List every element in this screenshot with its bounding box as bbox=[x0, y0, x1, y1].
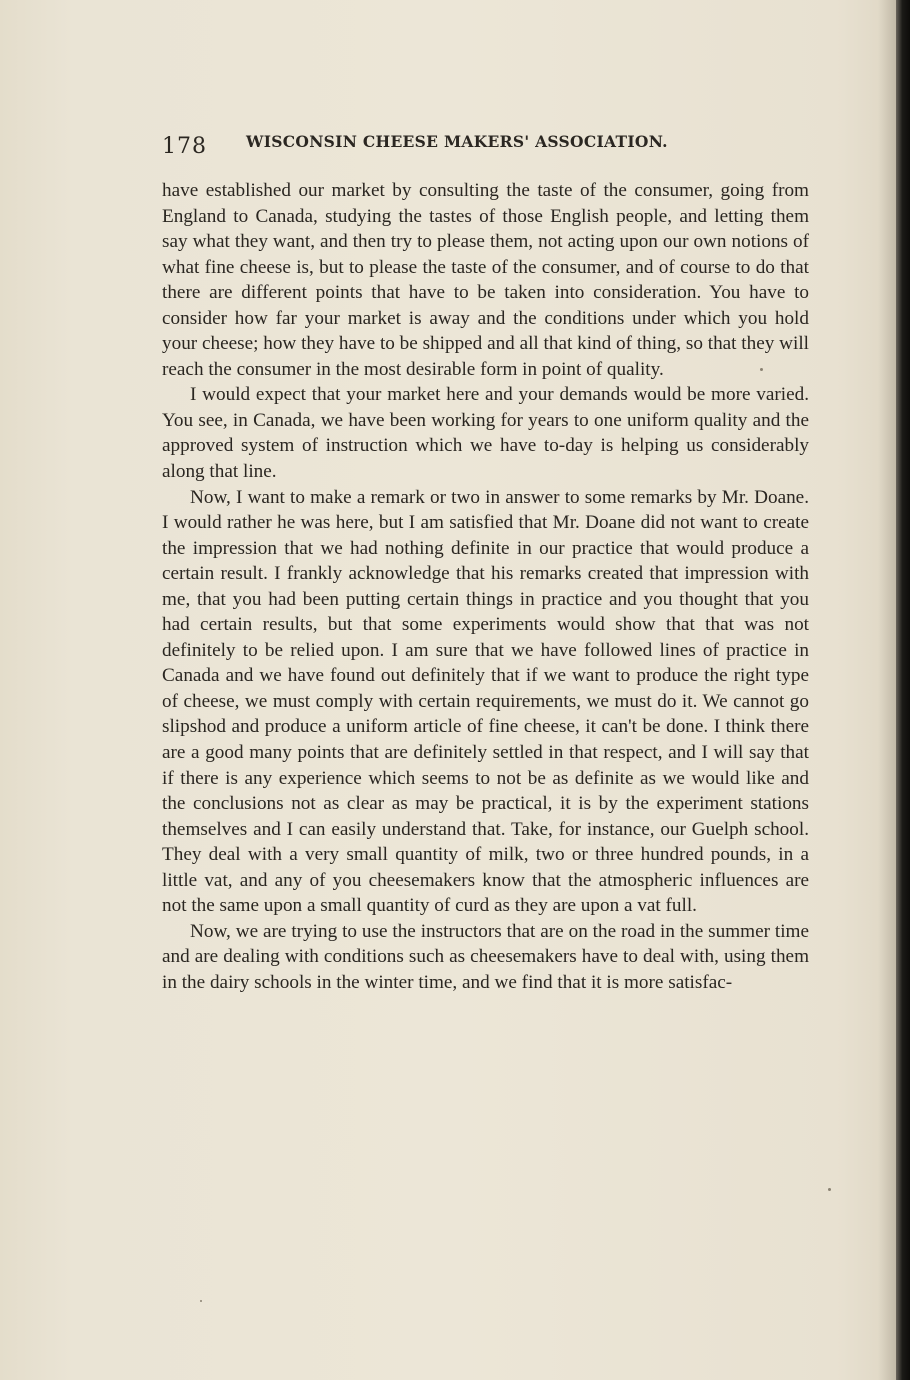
paper-speck bbox=[200, 1300, 202, 1302]
paragraph: I would expect that your market here and your demands would be more varied. You see, in Canada, we have been working for years to one uniform quality and the approved system of instruction which we have to-day is helping us considerably along that line. bbox=[162, 384, 809, 483]
paper-speck bbox=[760, 368, 763, 371]
paper-speck bbox=[828, 1188, 831, 1191]
book-spine-edge bbox=[896, 0, 910, 1380]
paragraph: Now, we are trying to use the instructors that are on the road in the summer time and are dealing with conditions such as cheesemakers have to deal with, using them in the dairy schools in the winter time, and we find that it is more satisfac- bbox=[162, 920, 809, 993]
body-text bbox=[162, 178, 809, 996]
running-head: WISCONSIN CHEESE MAKERS' ASSOCIATION. bbox=[246, 132, 668, 151]
paragraph: have established our market by consulting the taste of the consumer, going from England to Canada, studying the tastes of those English people, and letting them say what they want, and then try to please them, not acting upon our own notions of what fine cheese is, but to please the taste of the consumer, and of course to do that there are different points that have to be taken into consideration. You have to consider how far your market is away and the conditions under which you hold your cheese; how they have to be shipped and all that kind of thing, so that they will reach the consumer in the most desirable form in point of quality. bbox=[162, 180, 809, 380]
paragraph: Now, I want to make a remark or two in answer to some remarks by Mr. Doane. I would rather he was here, but I am satisfied that Mr. Doane did not want to create the impression that we had nothing definite in our practice that would produce a certain result. I frankly acknowledge that his remarks created that impression with me, that you had been putting certain things in practice and you thought that you had certain results, but that some experiments would show that that was not definitely to be relied upon. I am sure that we have followed lines of practice in Canada and we have found out definitely that if we want to produce the right type of cheese, we must comply with certain requirements, we must do it. We cannot go slipshod and produce a uniform article of fine cheese, it can't be done. I think there are a good many points that are definitely settled in that respect, and I will say that if there is any experience which seems to not be as definite as we would like and the conclusions not as clear as may be practical, it is by the experiment stations themselves and I can easily understand that. Take, for instance, our Guelph school. They deal with a very small quantity of milk, two or three hundred pounds, in a little vat, and any of you cheesemakers know that the atmospheric influences are not the same upon a small quantity of curd as they are upon a vat full. bbox=[162, 486, 809, 917]
spine-shadow bbox=[878, 0, 896, 1380]
page-header bbox=[162, 128, 722, 168]
page-number: 178 bbox=[162, 134, 207, 159]
